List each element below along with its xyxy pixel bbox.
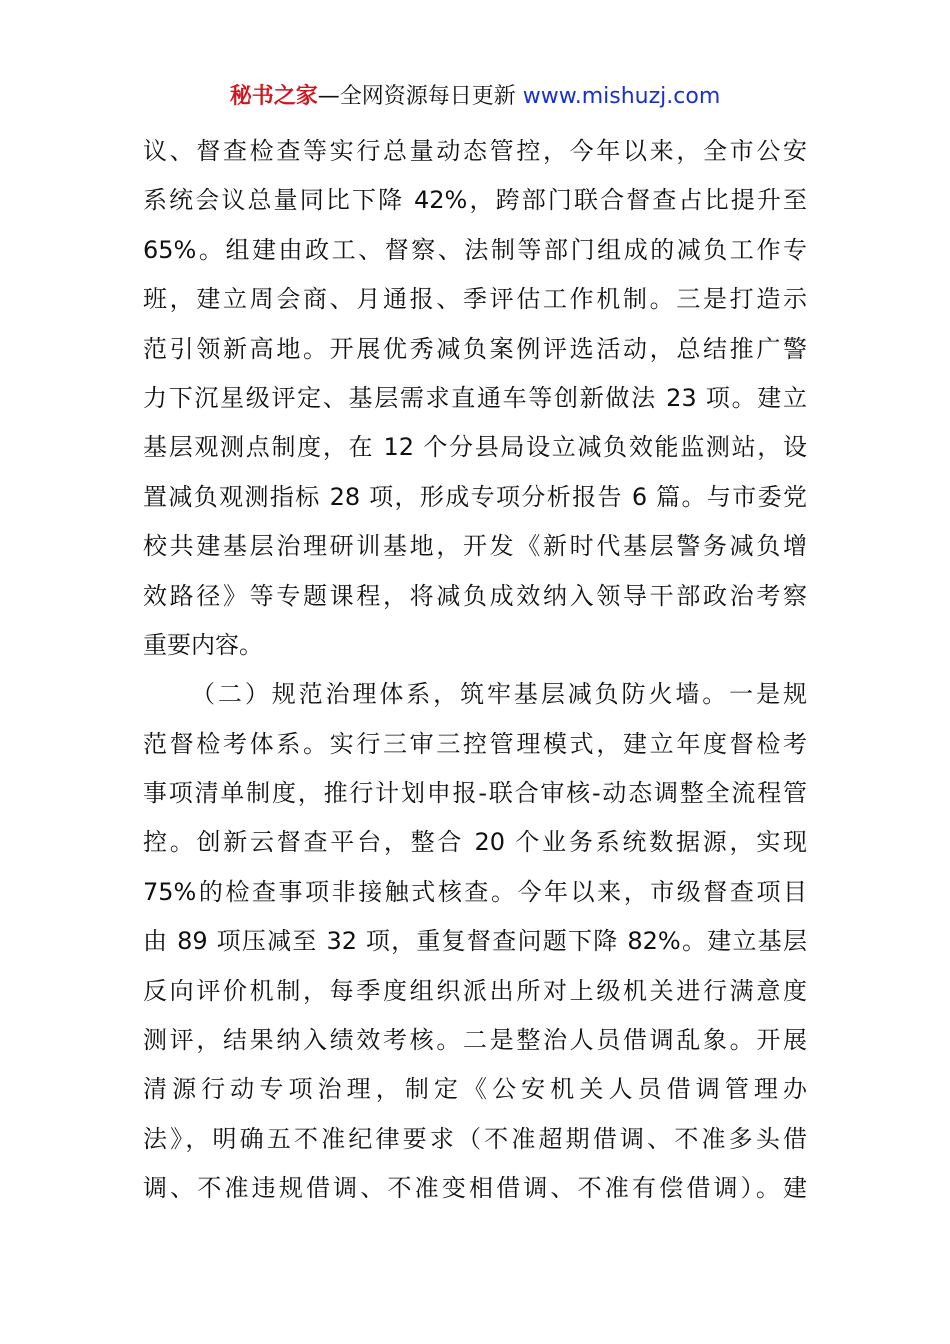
text-line: 校共建基层治理研训基地，开发《新时代基层警务减负增 xyxy=(143,532,807,561)
text-line: 测评，结果纳入绩效考核。二是整治人员借调乱象。开展 xyxy=(143,1026,807,1055)
text-line: 基层观测点制度，在 12 个分县局设立减负效能监测站，设 xyxy=(143,433,807,462)
text-line: 范引领新高地。开展优秀减负案例评选活动，总结推广警 xyxy=(143,334,807,363)
text-line: 反向评价机制，每季度组织派出所对上级机关进行满意度 xyxy=(143,976,807,1005)
text-line: 75%的检查事项非接触式核查。今年以来，市级督查项目 xyxy=(143,877,807,906)
text-line: 置减负观测指标 28 项，形成专项分析报告 6 篇。与市委党 xyxy=(143,482,807,511)
text-line: 重要内容。 xyxy=(143,630,263,659)
text-line: 由 89 项压减至 32 项，重复督查问题下降 82%。建立基层 xyxy=(143,927,807,956)
text-line: 议、督查检查等实行总量动态管控，今年以来，全市公安 xyxy=(143,137,807,165)
text-line: 法》，明确五不准纪律要求（不准超期借调、不准多头借 xyxy=(143,1124,807,1153)
text-line: 65%。组建由政工、督察、法制等部门组成的减负工作专 xyxy=(143,235,807,264)
text-line: 力下沉星级评定、基层需求直通车等创新做法 23 项。建立 xyxy=(143,383,807,412)
text-line: 效路径》等专题课程，将减负成效纳入领导干部政治考察 xyxy=(143,581,807,610)
page-header xyxy=(0,81,950,113)
site-url[interactable]: www.mishuzj.com xyxy=(515,84,721,109)
section-heading-line: （二）规范治理体系，筑牢基层减负防火墙。一是规 xyxy=(191,680,807,709)
text-line: 清源行动专项治理，制定《公安机关人员借调管理办 xyxy=(143,1075,807,1104)
text-line: 调、不准违规借调、不准变相借调、不准有偿借调）。建 xyxy=(143,1174,807,1203)
header-tagline: —全网资源每日更新 xyxy=(317,84,516,109)
text-line: 控。创新云督查平台，整合 20 个业务系统数据源，实现 xyxy=(143,828,807,857)
text-line: 系统会议总量同比下降 42%，跨部门联合督查占比提升至 xyxy=(143,186,807,215)
text-line: 事项清单制度，推行计划申报-联合审核-动态调整全流程管 xyxy=(143,779,807,808)
body-text xyxy=(143,127,807,1214)
brand-name: 秘书之家 xyxy=(229,84,318,109)
text-line: 班，建立周会商、月通报、季评估工作机制。三是打造示 xyxy=(143,285,807,314)
text-line: 范督检考体系。实行三审三控管理模式，建立年度督检考 xyxy=(143,729,807,758)
